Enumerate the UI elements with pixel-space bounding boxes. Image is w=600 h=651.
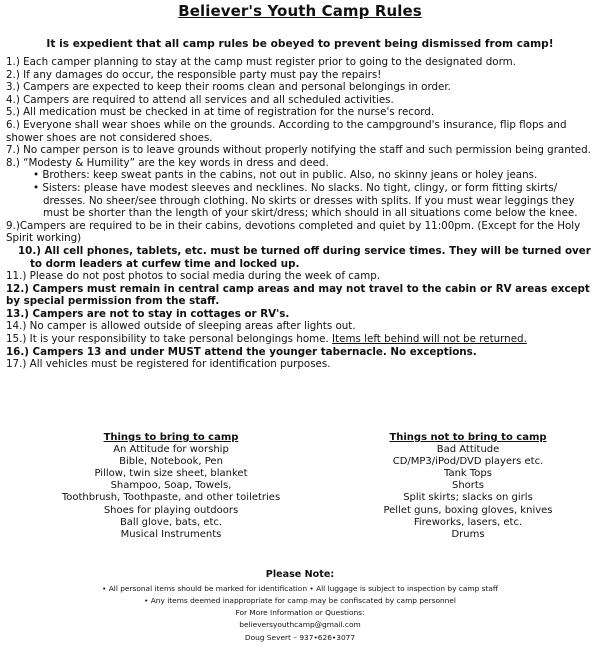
- rule-5: 5.) All medication must be checked in at time of registration for the nurse's record.: [6, 106, 435, 119]
- rule-16: 16.) Campers 13 and under MUST attend the younger tabernacle. No exceptions.: [6, 345, 477, 358]
- rule-6: 6.) Everyone shall wear shoes while on the grounds. According to the campground's insurance, flip flops and shower shoes are not considered shoes.: [6, 118, 567, 144]
- list-item: Tank Tops: [444, 468, 492, 480]
- bring-list: [40, 432, 302, 541]
- list-item: Split skirts; slacks on girls: [403, 492, 533, 504]
- list-item: Shorts: [451, 480, 485, 492]
- list-item: CD/MP3/iPod/DVD players etc.: [392, 456, 544, 468]
- bring-heading: Things to bring to camp: [103, 432, 239, 443]
- rule-8: 8.) “Modesty & Humility” are the key words in dress and deed.: [6, 156, 329, 169]
- note-line-2: • Any items deemed inappropriate for camp may be confiscated by camp personnel: [144, 596, 456, 605]
- rule-1: 1.) Each camper planning to stay at the camp must register prior to going to the designated dorm.: [6, 56, 516, 68]
- rule-11: 11.) Please do not post photos to social media during the week of camp.: [6, 270, 381, 283]
- list-item: Bible, Notebook, Pen: [119, 456, 223, 468]
- list-item: Pellet guns, boxing gloves, knives: [383, 504, 553, 516]
- rule-8-brothers: • Brothers: keep sweat pants in the cabins, not out in public. Also, no skinny jeans or holey jeans.: [33, 169, 538, 182]
- rule-15: [6, 333, 594, 346]
- rule-15-underlined: Items left behind will not be returned.: [332, 333, 527, 346]
- list-item: Toothbrush, Toothpaste, and other toiletries: [61, 492, 281, 504]
- rules-list: [6, 56, 594, 371]
- rule-3: 3.) Campers are expected to keep their rooms clean and personal belongings in order.: [6, 81, 451, 94]
- rule-17: 17.) All vehicles must be registered for identification purposes.: [6, 358, 331, 371]
- list-item: Fireworks, lasers, etc.: [413, 516, 523, 528]
- rule-4: 4.) Campers are required to attend all services and all scheduled activities.: [6, 93, 394, 106]
- not-bring-heading: Things not to bring to camp: [389, 432, 547, 443]
- rule-2: 2.) If any damages do occur, the responsible party must pay the repairs!: [6, 68, 382, 81]
- rule-14: 14.) No camper is allowed outside of sleeping areas after lights out.: [6, 320, 356, 333]
- list-item: Ball glove, bats, etc.: [119, 516, 223, 528]
- list-item: Pillow, twin size sheet, blanket: [94, 468, 248, 480]
- contact-phone: Doug Severt – 937•626•3077: [244, 633, 356, 642]
- rule-13: 13.) Campers are not to stay in cottages or RV's.: [6, 307, 290, 320]
- packing-lists: [0, 432, 600, 552]
- list-item: Shampoo, Soap, Towels,: [110, 480, 232, 492]
- note-line-3: For More Information or Questions:: [235, 608, 365, 617]
- note-line-1: • All personal items should be marked for identification • All luggage is subject to inspection by camp staff: [102, 584, 498, 593]
- list-item: Shoes for playing outdoors: [103, 504, 239, 516]
- not-bring-list: [358, 432, 578, 541]
- rule-7: 7.) No camper person is to leave grounds without properly notifying the staff and such permission being granted.: [6, 144, 591, 157]
- list-item: Bad Attitude: [436, 444, 500, 456]
- page-title: Believer's Youth Camp Rules: [178, 2, 422, 20]
- rule-15-text: 15.) It is your responsibility to take personal belongings home.: [6, 333, 333, 346]
- list-item: Musical Instruments: [120, 528, 222, 540]
- list-item: An Attitude for worship: [113, 444, 229, 456]
- page-subtitle: It is expedient that all camp rules be obeyed to prevent being dismissed from camp!: [46, 38, 554, 50]
- rule-8-sisters: • Sisters: please have modest sleeves and necklines. No slacks. No tight, clingy, or form fitting skirts/ dresses. No sheer/see through clothing. No skirts or dresses with splits. If you must wear leggings they must be shorter than the length of your skirt/dress; which should in all situations come below the knee.: [33, 181, 578, 220]
- rule-9: 9.)Campers are required to be in their cabins, devotions completed and quiet by 11:00pm. (Except for the Holy Spirit working): [6, 219, 581, 245]
- rule-12: 12.) Campers must remain in central camp areas and may not travel to the cabin or RV areas except by special permission from the staff.: [6, 282, 590, 308]
- list-item: Drums: [451, 528, 485, 540]
- contact-email: believersyouthcamp@gmail.com: [239, 620, 361, 629]
- rule-10: 10.) All cell phones, tablets, etc. must be turned off during service times. They will be turned over to dorm leaders at curfew time and locked up.: [18, 244, 591, 270]
- note-title: Please Note:: [265, 569, 335, 580]
